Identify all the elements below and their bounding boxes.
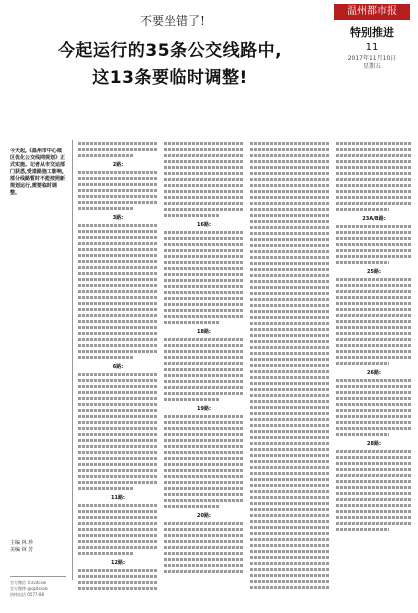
editor-credit: 主编 林 珍 xyxy=(10,540,34,546)
article-column-4 xyxy=(336,140,412,590)
footer-weibo: 官方微博 @qzdsxvb xyxy=(10,586,48,591)
footer xyxy=(10,580,70,598)
issue-date xyxy=(334,55,410,71)
headline-kicker: 不要坐错了! xyxy=(140,14,205,28)
lead-paragraph: 今天起,《温州市中心城区优化公交线网规划》正式实施。记者从市交运部门获悉,受道路施工影响,部分线路暂时不能按照新规划运行,需要临时调整。 xyxy=(10,148,66,196)
route-heading: 12路: xyxy=(111,560,125,566)
weekday-text: 星期五 xyxy=(362,63,381,70)
article-column-1 xyxy=(78,140,158,590)
headline-line-2: 这13条要临时调整! xyxy=(92,68,248,88)
route-heading: 25路: xyxy=(367,269,381,275)
newspaper-logo: 温州都市报 xyxy=(334,4,410,20)
route-heading: 18路: xyxy=(197,329,211,335)
route-heading: 11路: xyxy=(111,495,125,501)
route-heading: 6路: xyxy=(112,364,124,370)
footer-divider xyxy=(10,576,66,577)
article-column-3 xyxy=(250,140,330,590)
route-heading: 2路: xyxy=(112,162,124,168)
headline-line-1: 今起运行的35条公交线路中, xyxy=(57,41,283,61)
footer-hotline: 热线电话 0577-88 xyxy=(10,592,44,597)
credits xyxy=(10,540,70,554)
route-heading: 20路: xyxy=(197,513,211,519)
section-title: 特别推进 xyxy=(350,26,394,39)
designer-credit: 美编 林 芳 xyxy=(10,547,34,553)
route-heading: 28路: xyxy=(367,441,381,447)
column-divider xyxy=(72,140,73,580)
route-heading: 16路: xyxy=(197,222,211,228)
route-heading: 26路: xyxy=(367,370,381,376)
masthead xyxy=(334,4,410,71)
page-number: 11 xyxy=(365,42,379,53)
route-heading: 23A/B路: xyxy=(362,216,386,222)
article-column-2 xyxy=(164,140,244,590)
route-heading: 3路: xyxy=(112,215,124,221)
footer-wechat: 官方微信 ©zvdcxw xyxy=(10,580,47,585)
date-text: 2017年11月10日 xyxy=(347,55,397,62)
route-heading: 19路: xyxy=(197,406,211,412)
